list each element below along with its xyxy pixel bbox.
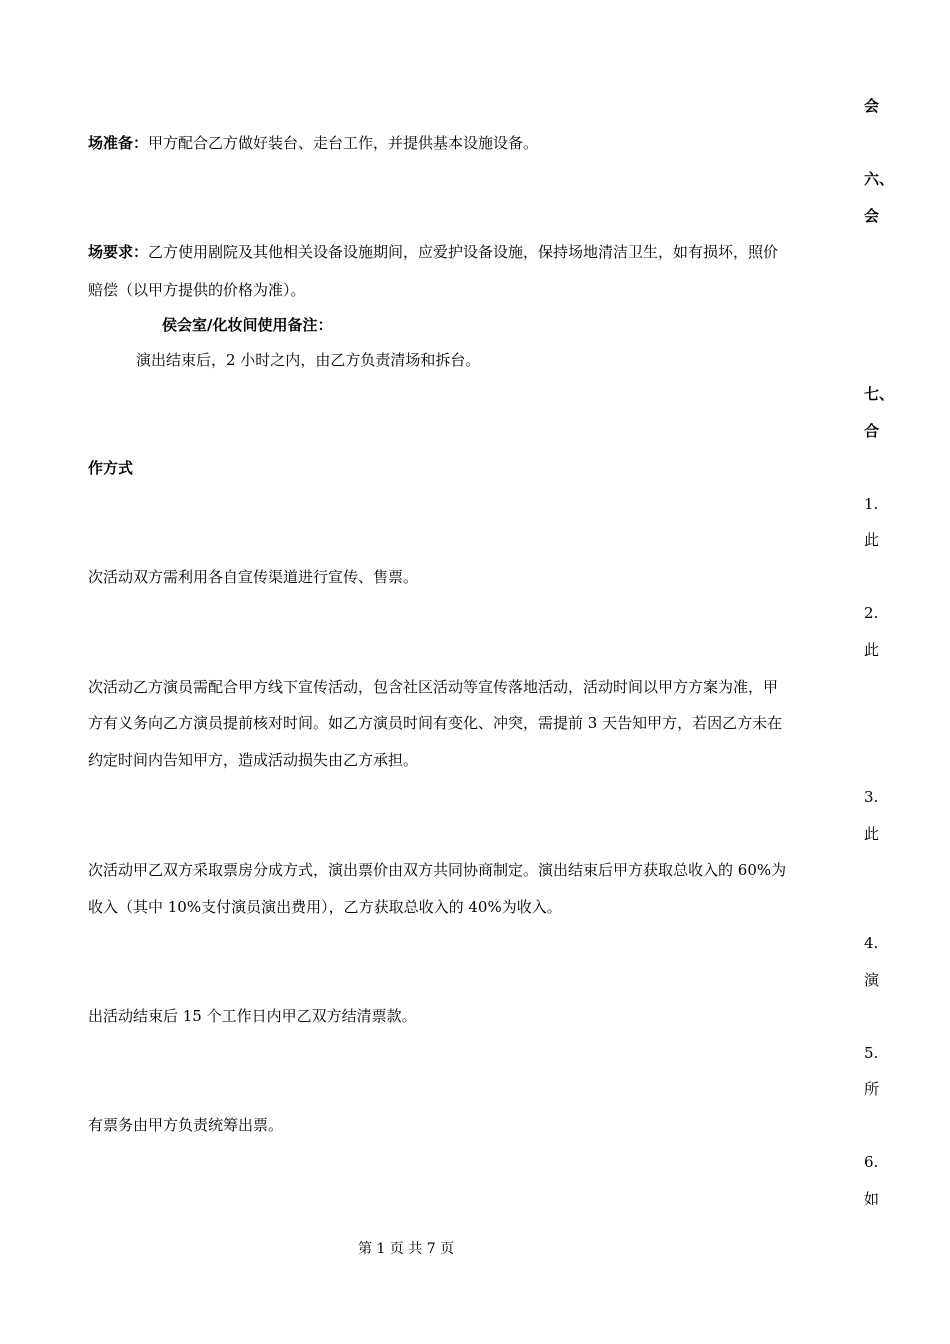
venue-req-line: [88, 242, 778, 262]
venue-prep-text: 甲方配合乙方做好装台、走台工作，并提供基本设施设备。: [148, 134, 539, 152]
dressing-room-note-heading: 侯会室/化妆间使用备注：: [162, 316, 333, 334]
item-3-line-1: 次活动甲乙双方采取票房分成方式，演出票价由双方共同协商制定。演出结束后甲方获取总收入的 60%为: [88, 861, 787, 879]
side-hui-1: 会: [864, 97, 880, 115]
venue-req-text-2: 赔偿（以甲方提供的价格为准）。: [88, 281, 306, 299]
side-ru: 如: [864, 1190, 880, 1208]
cooperation-heading: 作方式: [88, 459, 134, 477]
side-he: 合: [864, 422, 880, 440]
side-ci-1: 此: [864, 531, 880, 549]
side-ci-3: 此: [864, 825, 880, 843]
side-ci-2: 此: [864, 641, 880, 659]
item-2-line-3: 约定时间内告知甲方，造成活动损失由乙方承担。: [88, 751, 419, 769]
item-number-5: 5.: [864, 1044, 879, 1062]
item-number-6: 6.: [864, 1153, 879, 1171]
section-six-number: 六、: [864, 170, 895, 188]
venue-prep-label: 场准备：: [88, 134, 149, 152]
item-1-text: 次活动双方需利用各自宣传渠道进行宣传、售票。: [88, 568, 419, 586]
item-3-line-2: 收入（其中 10%支付演员演出费用），乙方获取总收入的 40%为收入。: [88, 898, 562, 916]
side-hui-2: 会: [864, 207, 880, 225]
item-5-text: 有票务由甲方负责统筹出票。: [88, 1116, 284, 1134]
page-number-footer: 第 1 页 共 7 页: [358, 1241, 455, 1257]
item-number-2: 2.: [864, 604, 879, 622]
item-4-text: 出活动结束后 15 个工作日内甲乙双方结清票款。: [88, 1007, 417, 1025]
venue-prep-line: [88, 133, 538, 153]
item-2-line-1: 次活动乙方演员需配合甲方线下宣传活动，包含社区活动等宣传落地活动，活动时间以甲方方案为准，甲: [88, 678, 779, 696]
side-suo: 所: [864, 1080, 880, 1098]
dressing-room-note-text: 演出结束后，2 小时之内，由乙方负责清场和拆台。: [136, 351, 481, 369]
item-2-line-2: 方有义务向乙方演员提前核对时间。如乙方演员时间有变化、冲突，需提前 3 天告知甲方，若因乙方未在: [88, 714, 783, 732]
item-number-3: 3.: [864, 788, 879, 806]
side-yan: 演: [864, 971, 880, 989]
item-number-4: 4.: [864, 934, 879, 952]
section-seven-number: 七、: [864, 385, 895, 403]
item-number-1: 1.: [864, 495, 879, 513]
venue-req-text-1: 乙方使用剧院及其他相关设备设施期间，应爱护设备设施，保持场地清洁卫生，如有损坏，照价: [148, 243, 779, 261]
venue-req-label: 场要求：: [88, 243, 149, 261]
